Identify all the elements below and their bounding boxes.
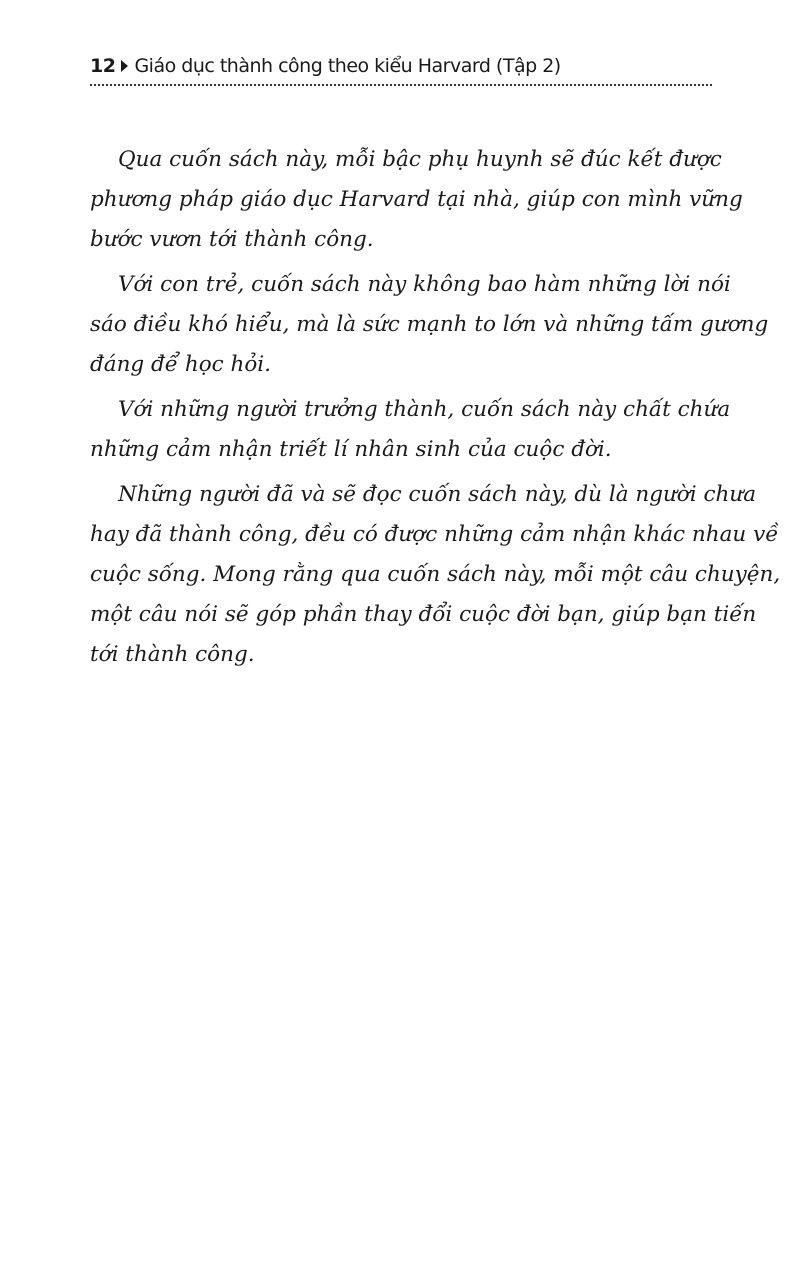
text-line: tới thành công.	[90, 642, 255, 667]
page-number: 12	[90, 55, 116, 77]
text-line: bước vươn tới thành công.	[90, 227, 374, 252]
text-line: Qua cuốn sách này, mỗi bậc phụ huynh sẽ đúc kết được	[118, 147, 722, 172]
paragraph	[90, 390, 731, 470]
page-body	[90, 140, 781, 680]
text-line: Những người đã và sẽ đọc cuốn sách này, dù là người chưa	[118, 482, 757, 507]
text-line: đáng để học hỏi.	[90, 352, 272, 377]
text-line: Với những người trưởng thành, cuốn sách này chất chứa	[118, 397, 731, 422]
paragraph	[90, 265, 769, 385]
text-line: những cảm nhận triết lí nhân sinh của cuộc đời.	[90, 437, 612, 462]
book-title: Giáo dục thành công theo kiểu Harvard (Tập 2)	[134, 55, 561, 77]
paragraph	[90, 475, 781, 675]
triangle-right-icon	[121, 60, 128, 72]
text-line: cuộc sống. Mong rằng qua cuốn sách này, mỗi một câu chuyện,	[90, 562, 781, 587]
running-header	[90, 55, 712, 77]
paragraph	[90, 140, 743, 260]
text-line: hay đã thành công, đều có được những cảm nhận khác nhau về	[90, 522, 779, 547]
text-line: một câu nói sẽ góp phần thay đổi cuộc đời bạn, giúp bạn tiến	[90, 602, 757, 627]
header-divider	[90, 84, 712, 86]
text-line: sáo điều khó hiểu, mà là sức mạnh to lớn và những tấm gương	[90, 312, 769, 337]
text-line: phương pháp giáo dục Harvard tại nhà, giúp con mình vững	[90, 187, 743, 212]
text-line: Với con trẻ, cuốn sách này không bao hàm những lời nói	[118, 272, 731, 297]
